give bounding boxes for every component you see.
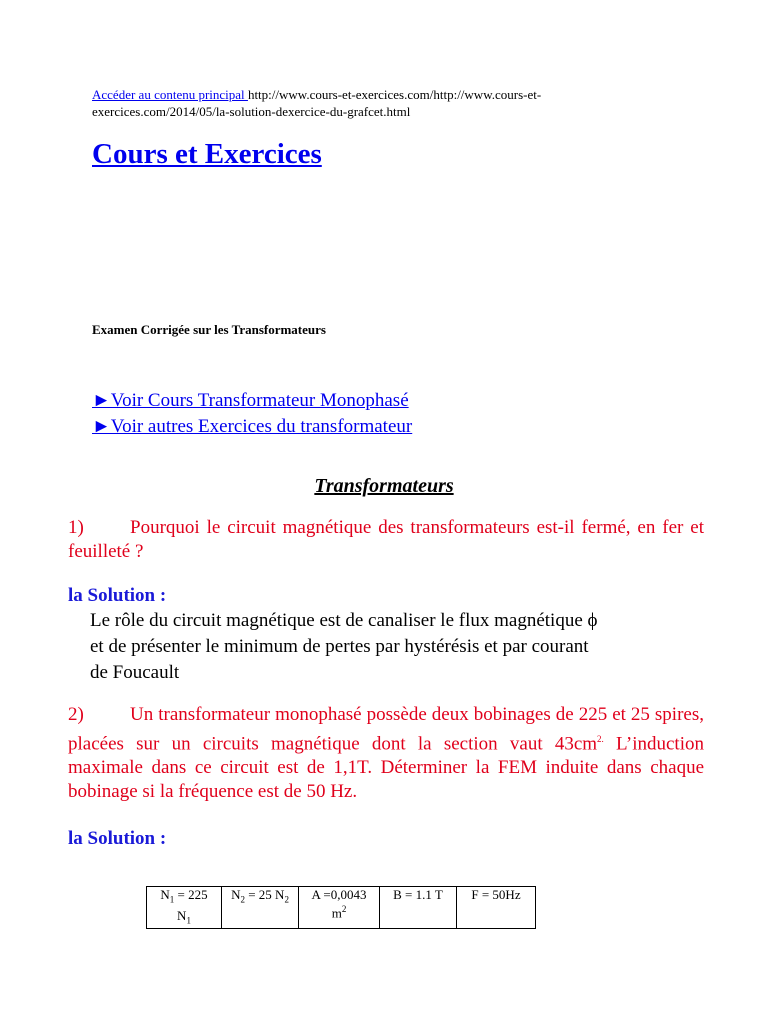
answer-1: Le rôle du circuit magnétique est de canaliser le flux magnétique ϕ et de présenter le minimum de pertes par hystérésis et par courant de Foucault <box>90 610 598 683</box>
question-1-text: Pourquoi le circuit magnétique des transformateurs est-il fermé, en fer et feuilleté ? <box>68 517 704 562</box>
cell-b: B = 1.1 T <box>380 887 457 929</box>
data-table <box>146 886 536 929</box>
header-line <box>92 86 652 120</box>
question-2-number: 2) <box>68 704 84 725</box>
question-2-text-a: Un transformateur monophasé possède deux bobinages de 225 et 25 spires, placées sur un circuits magnétique dont la section vaut 43cm <box>68 704 704 755</box>
question-2 <box>68 703 704 804</box>
skip-to-content-link[interactable]: Accéder au contenu principal <box>92 87 248 102</box>
cell-f: F = 50Hz <box>457 887 536 929</box>
other-exercises-link[interactable]: ►Voir autres Exercices du transformateur <box>92 416 413 437</box>
table-row <box>147 887 536 929</box>
question-2-superscript: 2. <box>597 734 604 744</box>
site-title-link[interactable]: Cours et Exercices <box>92 138 322 170</box>
source-url: http://www.cours-et-exercices.com/http://www.cours-et-exercices.com/2014/05/la-solution-dexercice-du-grafcet.html <box>92 87 542 119</box>
section-title: Transformateurs <box>314 475 454 497</box>
course-transformer-link[interactable]: ►Voir Cours Transformateur Monophasé <box>92 390 409 411</box>
solution-label-2: la Solution : <box>68 828 167 849</box>
question-1 <box>68 516 704 564</box>
question-1-number: 1) <box>68 517 84 538</box>
question-2-text-b: L’induction maximale dans ce circuit est de 1,1T. Déterminer la FEM induite dans chaque bobinage si la fréquence est de 50 Hz. <box>68 733 704 803</box>
cell-n1: $N_1 = 225$ $N_1$ <box>147 887 222 929</box>
cell-n2: $N_2 = 25$ $N_2$ <box>222 887 299 929</box>
exam-title: Examen Corrigée sur les Transformateurs <box>92 322 326 337</box>
cell-area: A =0,0043 $m^2$ <box>299 887 380 929</box>
solution-label-1: la Solution : <box>68 585 167 606</box>
